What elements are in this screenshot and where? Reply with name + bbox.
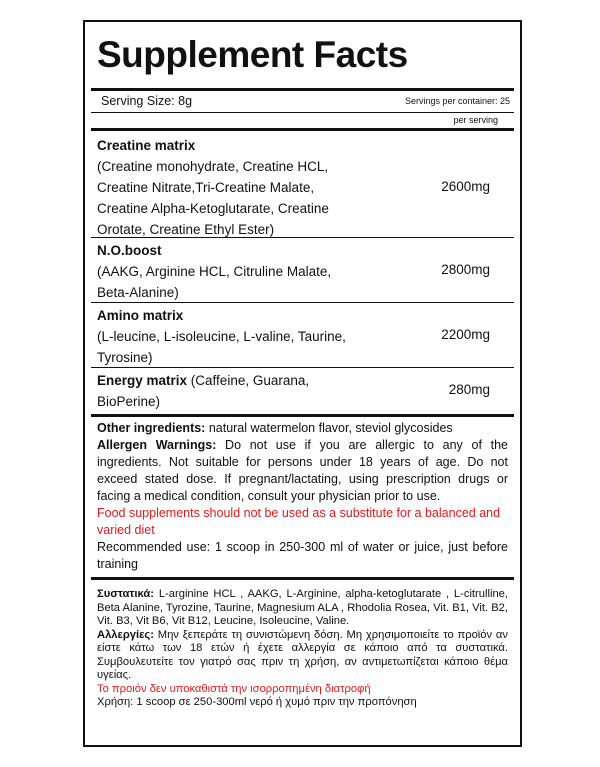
greek-ingredients-label: Συστατικά: [97,588,155,600]
row-text [97,370,397,412]
supplement-facts-panel [83,20,522,747]
row-divider [91,302,514,303]
other-ingredients-label: Other ingredients: [97,421,206,435]
greek-usage: Χρήση: 1 scoop σε 250-300ml νερό ή χυμό πριν την προπόνηση [97,696,417,708]
row-text [97,135,397,240]
row-heading: Energy matrix [97,373,188,388]
panel-title: Supplement Facts [97,34,408,75]
food-warning: Food supplements should not be used as a substitute for a balanced and varied diet [97,506,501,537]
greek-info [97,588,508,710]
row-line: (Creatine monohydrate, Creatine HCL, [97,159,329,174]
row-heading: N.O.boost [97,243,162,258]
row-text [97,240,397,303]
row-heading: Amino matrix [97,308,184,323]
row-divider [91,367,514,368]
row-amount: 280mg [448,382,490,397]
language-divider [91,577,514,580]
row-line: Orotate, Creatine Ethyl Ester) [97,222,275,237]
row-amount: 2600mg [441,179,490,194]
allergen-label: Allergen Warnings: [97,438,217,452]
serving-size: Serving Size: 8g [101,94,193,108]
other-ingredients-text: natural watermelon flavor, steviol glycosides [205,421,453,435]
row-divider [91,237,514,238]
facts-bottom-divider [91,414,514,417]
serving-divider [91,112,514,113]
other-ingredients [97,420,508,437]
row-amount: 2800mg [441,262,490,277]
row-line: Beta-Alanine) [97,285,179,300]
row-line: Creatine Nitrate,Tri-Creatine Malate, [97,180,315,195]
greek-allergy-label: Αλλεργίες: [97,628,154,641]
row-line: (AAKG, Arginine HCL, Citruline Malate, [97,264,332,279]
row-line: (L-leucine, L-isoleucine, L-valine, Taurine, [97,329,346,344]
greek-red-warning: Το προιόν δεν υποκαθιστά την ισορροπημένη διατροφή [97,682,371,695]
allergen-text: Do not use if you are allergic to any of the ingredients. Not suitable for persons under 18 years of age. Do not exceed stated dose. If pregnant/lactating, using prescription drugs or facing a medical condition, consult your physician prior to use. [97,438,508,503]
servings-per-container: Servings per container: 25 [404,96,510,106]
header-divider [91,128,514,131]
title-divider [91,88,514,91]
row-heading: Creatine matrix [97,138,196,153]
allergen-warning [97,437,508,505]
greek-ingredients-text: L-arginine HCL , AAKG, L-Arginine, alpha-ketoglutarate , L-citrulline, Beta Alanine, Tyrozine, Taurine, Magnesium ALA , Rhodolia Rosea, Vit. B1, Vit. B2, Vit. B3, Vit B6, Vit B12, Leucine, Isoleucine, Valine. [97,588,508,627]
english-info [97,420,508,573]
greek-allergy-text: Μην ξεπεράτε τη συνιστώμενη δόση. Μη χρησιμοποιείτε το προϊόν αν είστε κάτω των 18 ετών ή έχετε αλλεργία σε κάποιο από τα συστατικά. Συμβουλευτείτε τον γιατρό σας πριν τη χρήση, αν αντιμετωπίζεται κάποιο θέμα υγείας. [97,628,508,681]
greek-ingredients [97,588,508,629]
greek-allergy [97,629,508,683]
recommended-use: Recommended use: 1 scoop in 250-300 ml of water or juice, just before training [97,540,508,571]
row-amount: 2200mg [441,327,490,342]
per-serving-label: per serving [453,115,498,125]
row-inline-text: (Caffeine, Guarana, [187,373,310,388]
row-line: Creatine Alpha-Ketoglutarate, Creatine [97,201,329,216]
row-text [97,305,397,368]
row-line: Tyrosine) [97,350,153,365]
row-line: BioPerine) [97,394,161,409]
